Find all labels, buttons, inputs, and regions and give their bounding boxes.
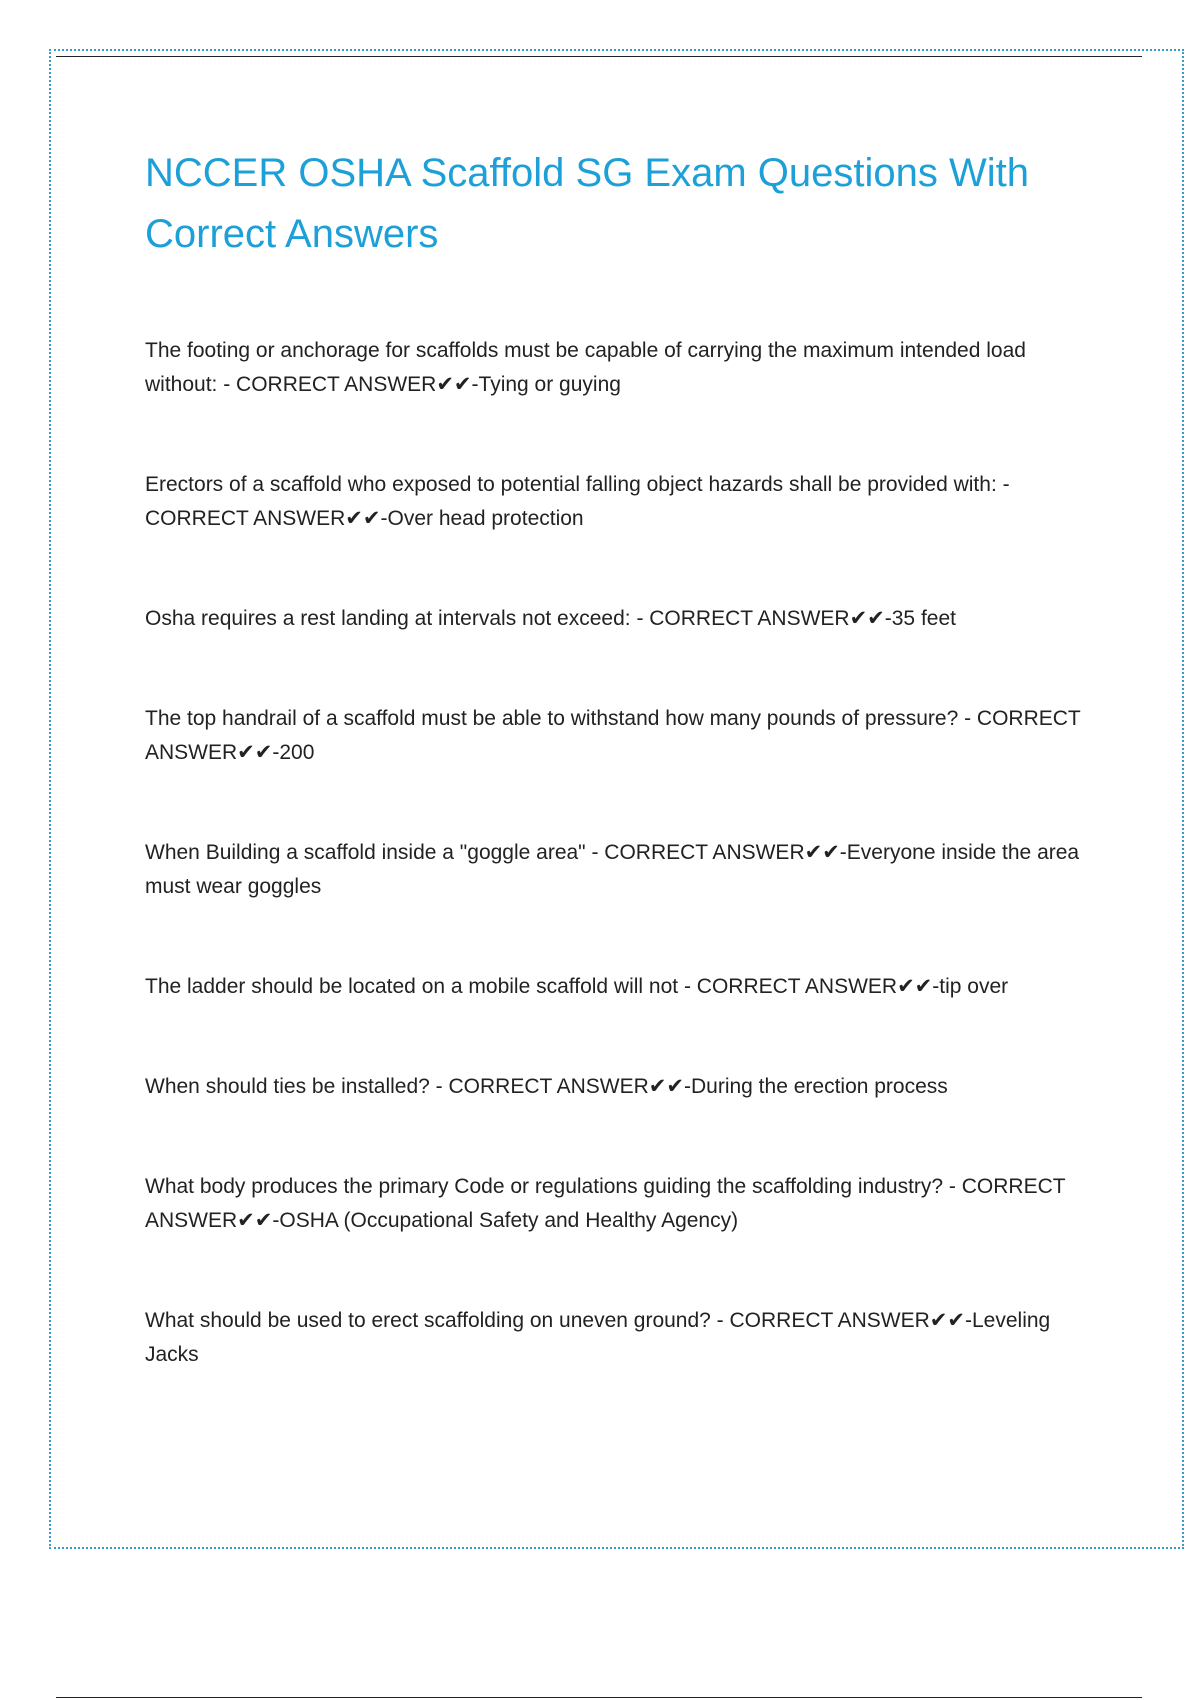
header-rule	[56, 56, 1142, 57]
question-item: What body produces the primary Code or regulations guiding the scaffolding industry? - CORRECT ANSWER✔✔-OSHA (Occupational Safety and Healthy Agency)	[145, 1175, 1066, 1232]
question-item: What should be used to erect scaffolding on uneven ground? - CORRECT ANSWER✔✔-Leveling Jacks	[145, 1309, 1051, 1366]
footer-rule	[56, 1697, 1142, 1698]
question-item: The ladder should be located on a mobile scaffold will not - CORRECT ANSWER✔✔-tip over	[145, 975, 1009, 998]
question-item: Osha requires a rest landing at intervals not exceed: - CORRECT ANSWER✔✔-35 feet	[145, 607, 956, 630]
question-list	[145, 334, 1085, 1438]
question-item: When should ties be installed? - CORRECT ANSWER✔✔-During the erection process	[145, 1075, 948, 1098]
question-item: The footing or anchorage for scaffolds must be capable of carrying the maximum intended load without: - CORRECT ANSWER✔✔-Tying or guying	[145, 339, 1026, 396]
document-title: NCCER OSHA Scaffold SG Exam Questions With Correct Answers	[145, 151, 1030, 256]
question-item: The top handrail of a scaffold must be able to withstand how many pounds of pressure? - CORRECT ANSWER✔✔-200	[145, 707, 1081, 764]
question-item: When Building a scaffold inside a "goggle area" - CORRECT ANSWER✔✔-Everyone inside the area must wear goggles	[145, 841, 1080, 898]
question-item: Erectors of a scaffold who exposed to potential falling object hazards shall be provided with: - CORRECT ANSWER✔✔-Over head protection	[145, 473, 1010, 530]
